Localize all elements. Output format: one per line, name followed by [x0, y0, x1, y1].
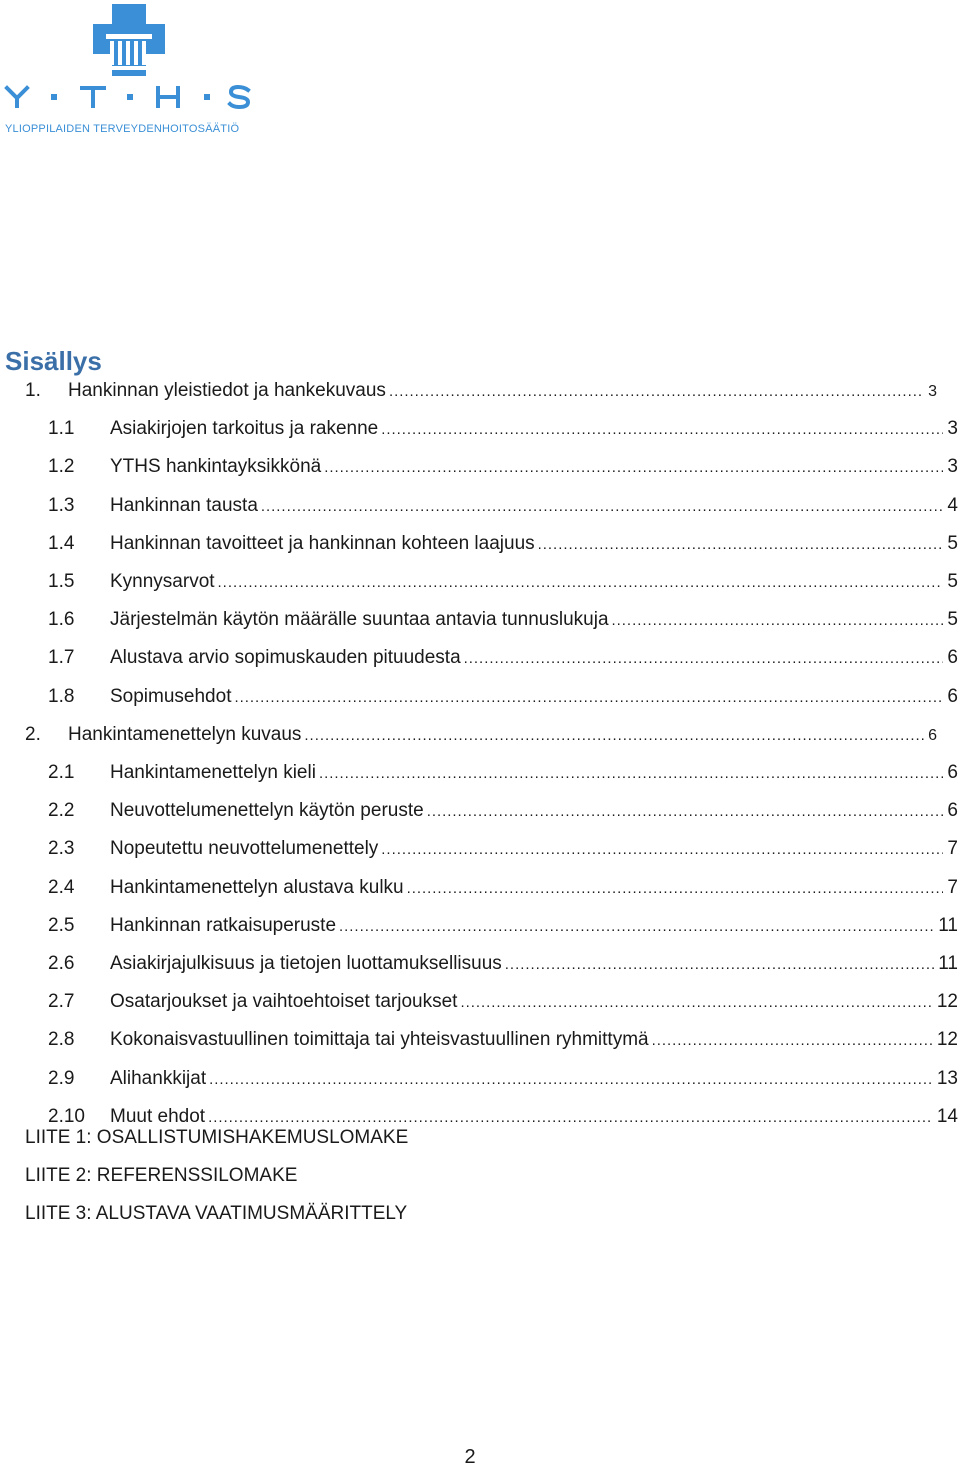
toc-entry-title: Hankintamenettelyn alustava kulku — [110, 876, 404, 898]
toc-entry-title: Hankintamenettelyn kuvaus — [68, 723, 302, 745]
toc-entry-title: Hankinnan tavoitteet ja hankinnan kohteen laajuus — [110, 532, 535, 554]
toc-entry[interactable] — [48, 686, 958, 716]
toc-entry-number: 1.8 — [48, 685, 75, 707]
toc-entry-page: 5 — [947, 609, 958, 631]
toc-entry[interactable] — [48, 533, 958, 563]
toc-entry-page: 5 — [947, 532, 958, 554]
toc-dot-leader — [381, 838, 943, 860]
toc-entry-title: Sopimusehdot — [110, 685, 232, 707]
appendix-item[interactable]: LIITE 3: ALUSTAVA VAATIMUSMÄÄRITTELY — [25, 1203, 408, 1224]
toc-dot-leader — [427, 800, 944, 822]
toc-entry[interactable] — [25, 724, 937, 754]
toc-entry[interactable] — [48, 991, 958, 1021]
toc-entry[interactable] — [48, 647, 958, 677]
toc-entry-title: Järjestelmän käytön määrälle suuntaa antavia tunnuslukuja — [110, 609, 609, 631]
toc-entry-number: 1. — [25, 380, 41, 401]
appendix-item[interactable]: LIITE 1: OSALLISTUMISHAKEMUSLOMAKE — [25, 1127, 409, 1148]
toc-dot-leader — [460, 991, 932, 1013]
toc-entry-number: 1.7 — [48, 647, 75, 669]
logo-subtitle: YLIOPPILAIDEN TERVEYDENHOITOSÄÄTIÖ — [5, 123, 240, 135]
toc-entry[interactable] — [48, 571, 958, 601]
toc-dot-leader — [505, 953, 934, 975]
toc-entry[interactable] — [48, 456, 958, 486]
toc-entry[interactable] — [48, 609, 958, 639]
toc-entry-number: 1.2 — [48, 456, 75, 478]
toc-entry-number: 2.9 — [48, 1067, 75, 1089]
toc-dot-leader — [218, 571, 944, 593]
toc-dot-leader — [324, 456, 943, 478]
toc-entry-title: Hankinnan tausta — [110, 494, 258, 516]
toc-entry-number: 1.1 — [48, 418, 75, 440]
toc-entry-number: 2.8 — [48, 1029, 75, 1051]
toc-entry-title: Asiakirjojen tarkoitus ja rakenne — [110, 418, 379, 440]
toc-dot-leader — [381, 418, 943, 440]
toc-entry-title: Kokonaisvastuullinen toimittaja tai yhteisvastuullinen ryhmittymä — [110, 1029, 649, 1051]
toc-entry[interactable] — [48, 877, 958, 907]
toc-dot-leader — [319, 762, 943, 784]
toc-dot-leader — [464, 647, 944, 669]
toc-entry[interactable] — [48, 1029, 958, 1059]
toc-entry-page: 3 — [947, 418, 958, 440]
toc-entry[interactable] — [48, 762, 958, 792]
toc-entry-title: Hankinnan yleistiedot ja hankekuvaus — [68, 380, 386, 401]
toc-entry-page: 3 — [947, 456, 958, 478]
toc-entry-page: 14 — [936, 1105, 958, 1127]
toc-entry[interactable] — [48, 953, 958, 983]
toc-entry-number: 2.7 — [48, 991, 75, 1013]
toc-entry[interactable] — [25, 380, 937, 410]
toc-entry-title: YTHS hankintayksikkönä — [110, 456, 322, 478]
toc-entry-title: Asiakirjajulkisuus ja tietojen luottamuksellisuus — [110, 953, 502, 974]
toc-dot-leader — [612, 609, 944, 631]
toc-title: Sisällys — [5, 346, 102, 376]
toc-dot-leader — [339, 915, 934, 937]
toc-entry-number: 1.3 — [48, 494, 75, 516]
toc-entry-title: Kynnysarvot — [110, 571, 215, 592]
toc-entry-number: 2.3 — [48, 838, 75, 860]
toc-entry[interactable] — [48, 418, 958, 448]
page-number: 2 — [464, 1446, 476, 1468]
toc-dot-leader — [261, 495, 944, 517]
toc-entry-page: 6 — [947, 762, 958, 783]
toc-entry-number: 2. — [25, 723, 41, 745]
toc-entry-title: Osatarjoukset ja vaihtoehtoiset tarjoukset — [110, 991, 458, 1013]
toc-dot-leader — [234, 686, 943, 708]
toc-entry-page: 13 — [936, 1067, 958, 1089]
toc-entry[interactable] — [48, 1068, 958, 1098]
toc-entry-page: 6 — [928, 726, 937, 744]
toc-entry-number: 2.4 — [48, 876, 75, 898]
yths-logo — [0, 0, 260, 140]
yths-logo-mark — [0, 0, 260, 122]
toc-entry-title: Alihankkijat — [110, 1067, 207, 1089]
toc-dot-leader — [209, 1068, 933, 1090]
toc-entry-number: 2.5 — [48, 914, 75, 936]
appendix-item[interactable]: LIITE 2: REFERENSSILOMAKE — [25, 1165, 298, 1186]
toc-entry-number: 2.1 — [48, 762, 75, 783]
toc-entry-number: 2.10 — [48, 1105, 85, 1127]
toc-entry-title: Muut ehdot — [110, 1105, 206, 1127]
toc-dot-leader — [208, 1106, 933, 1128]
toc-dot-leader — [652, 1029, 933, 1051]
toc-entry-page: 6 — [947, 685, 958, 707]
toc-entry-page: 12 — [936, 1029, 958, 1051]
toc-entry-page: 5 — [947, 571, 958, 592]
toc-entry-title: Hankinnan ratkaisuperuste — [110, 914, 337, 936]
toc-entry-page: 11 — [938, 953, 958, 974]
toc-entry[interactable] — [48, 800, 958, 830]
toc-entry-title: Neuvottelumenettelyn käytön peruste — [110, 800, 424, 822]
toc-entry[interactable] — [48, 838, 958, 868]
toc-entry-number: 1.6 — [48, 609, 75, 631]
toc-dot-leader — [389, 380, 924, 402]
toc-entry-number: 2.6 — [48, 953, 75, 974]
toc-entry-title: Nopeutettu neuvottelumenettely — [110, 838, 379, 860]
toc-dot-leader — [538, 533, 944, 555]
toc-entry-title: Hankintamenettelyn kieli — [110, 762, 316, 783]
toc-entry-number: 1.4 — [48, 532, 75, 554]
toc-entry[interactable] — [48, 495, 958, 525]
toc-entry[interactable] — [48, 915, 958, 945]
toc-entry-page: 7 — [947, 838, 958, 860]
toc-entry-page: 11 — [938, 914, 958, 936]
toc-entry-page: 6 — [947, 647, 958, 669]
toc-entry-number: 1.5 — [48, 571, 75, 592]
toc-entry-page: 6 — [947, 800, 958, 822]
toc-entry-title: Alustava arvio sopimuskauden pituudesta — [110, 647, 461, 669]
toc-entry-number: 2.2 — [48, 800, 75, 822]
toc-entry-page: 4 — [947, 494, 958, 516]
toc-entry-page: 3 — [928, 383, 937, 400]
toc-dot-leader — [304, 724, 924, 746]
toc-dot-leader — [407, 877, 944, 899]
toc-entry-page: 12 — [936, 991, 958, 1013]
toc-entry-page: 7 — [947, 876, 958, 898]
